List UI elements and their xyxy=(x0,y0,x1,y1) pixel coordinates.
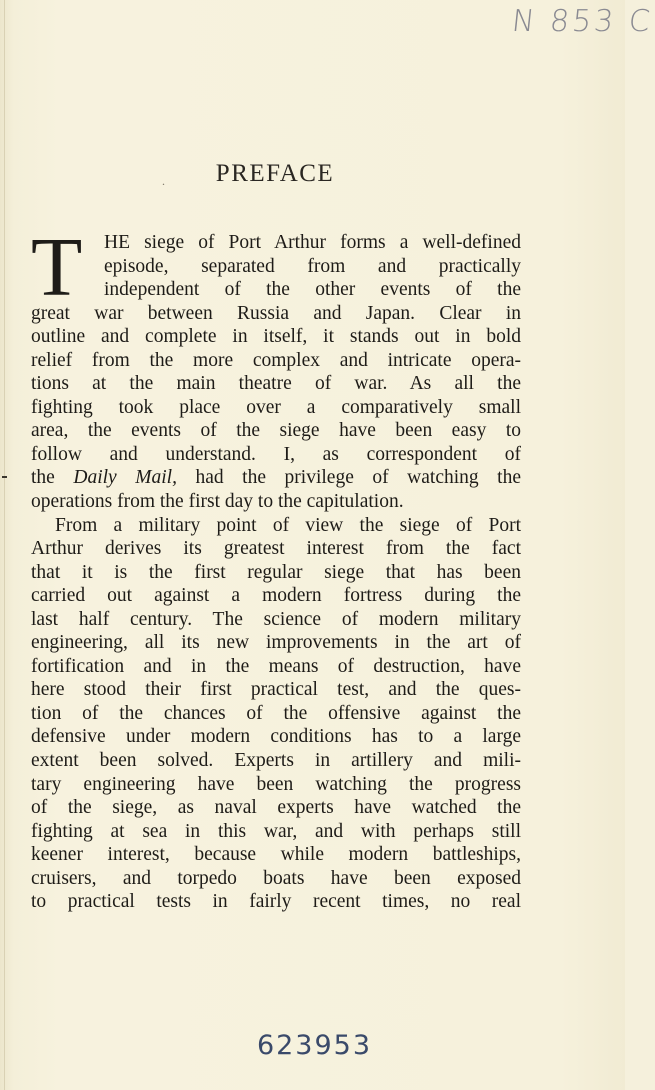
text-line: to practical tests in fairly recent times, no real xyxy=(31,891,521,913)
text-segment: had the privilege of watching the xyxy=(176,467,522,489)
text-line: engineering, all its new improvements in the art of xyxy=(31,632,521,654)
preface-body xyxy=(31,221,522,914)
shelf-mark: N 853 C xyxy=(510,4,655,39)
text-line: fighting at sea in this war, and with perhaps still xyxy=(31,820,521,842)
text-line: of the siege, as naval experts have watched the xyxy=(31,797,521,819)
drop-cap: T xyxy=(31,221,83,314)
accession-number: 623953 xyxy=(256,1030,373,1061)
text-line: fighting took place over a comparatively small xyxy=(31,396,521,418)
text-line: outline and complete in itself, it stands out in bold xyxy=(31,326,521,348)
text-line: Arthur derives its greatest interest from the fact xyxy=(31,538,521,560)
margin-mark xyxy=(2,476,7,478)
page-title: PREFACE xyxy=(215,160,335,187)
text-line: carried out against a modern fortress during the xyxy=(31,585,521,607)
text-line: episode, separated from and practically xyxy=(104,255,521,277)
text-line: tary engineering have been watching the progress xyxy=(31,773,521,795)
text-line: great war between Russia and Japan. Clear in xyxy=(31,302,521,324)
text-line: follow and understand. I, as correspondent of xyxy=(31,443,521,465)
text-line: area, the events of the siege have been easy to xyxy=(31,420,521,442)
text-line: HE siege of Port Arthur forms a well-defined xyxy=(104,232,521,253)
text-line: tion of the chances of the offensive against the xyxy=(31,702,521,724)
text-line: that it is the first regular siege that has been xyxy=(31,561,521,583)
text-line: relief from the more complex and intricate opera- xyxy=(31,349,521,371)
newspaper-title: Daily Mail, xyxy=(73,467,177,489)
text-line: tions at the main theatre of war. As all the xyxy=(31,373,521,395)
text-line: extent been solved. Experts in artillery and mili- xyxy=(31,750,521,772)
text-line: independent of the other events of the xyxy=(104,279,521,301)
text-line: here stood their first practical test, and the ques- xyxy=(31,679,521,701)
text-line: keener interest, because while modern battleships, xyxy=(31,844,521,866)
text-line-with-italic xyxy=(31,466,521,490)
text-line: operations from the first day to the capitulation. xyxy=(31,491,404,513)
text-line: fortification and in the means of destruction, have xyxy=(31,655,521,677)
text-line: last half century. The science of modern military xyxy=(31,608,521,630)
text-line: defensive under modern conditions has to a large xyxy=(31,726,521,748)
text-segment: the xyxy=(31,467,74,489)
ink-speck: . xyxy=(162,174,165,188)
text-line: From a military point of view the siege of Port xyxy=(55,514,521,536)
text-line: cruisers, and torpedo boats have been exposed xyxy=(31,867,521,889)
